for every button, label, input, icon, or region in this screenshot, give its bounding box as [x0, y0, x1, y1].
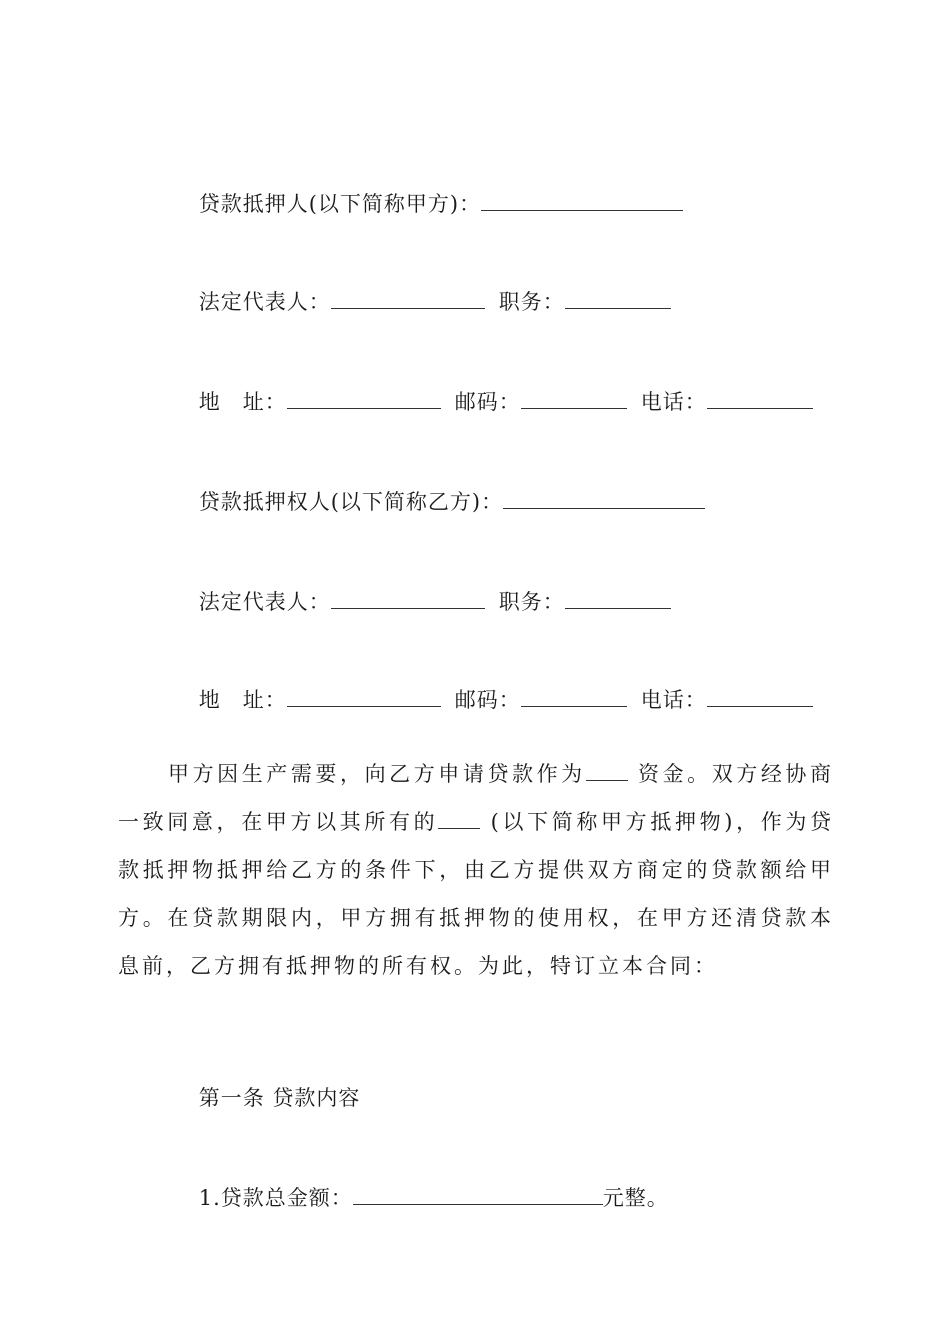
intro-paragraph: [118, 750, 834, 990]
party-b-postcode-blank[interactable]: [521, 688, 627, 707]
party-a-postcode-blank[interactable]: [521, 390, 627, 409]
party-a-name-blank[interactable]: [481, 192, 683, 211]
party-a-rep-label: 法定代表人：: [198, 290, 331, 314]
party-b-name-blank[interactable]: [503, 490, 705, 509]
party-b-phone-label: 电话：: [640, 688, 707, 712]
party-a-phone-label: 电话：: [640, 390, 707, 414]
party-a-rep-blank[interactable]: [331, 290, 485, 309]
intro-part2: 资金。双方经协商一致同意，在甲方以其所有的: [118, 762, 834, 834]
loan-amount-suffix: 元整。: [602, 1186, 669, 1210]
party-b-address-line: [168, 664, 813, 736]
party-b-rep-label: 法定代表人：: [198, 590, 331, 614]
intro-part3: (以下简称甲方抵押物)，作为贷款抵押物抵押给乙方的条件下，由乙方提供双方商定的贷款额给甲方。在贷款期限内，甲方拥有抵押物的使用权，在甲方还清贷款本息前，乙方拥有抵押物的所有权。为此，特订立本合同：: [118, 810, 834, 978]
fund-purpose-blank[interactable]: [586, 762, 628, 781]
loan-amount-blank[interactable]: [353, 1186, 603, 1205]
party-b-position-label: 职务：: [498, 590, 565, 614]
party-b-address-blank[interactable]: [287, 688, 441, 707]
article-1-heading-text: 第一条 贷款内容: [198, 1086, 361, 1110]
party-b-title: 贷款抵押权人(以下简称乙方)：: [198, 490, 504, 514]
party-b-rep-blank[interactable]: [331, 590, 485, 609]
party-a-phone-blank[interactable]: [707, 390, 813, 409]
article-1-heading: [168, 1062, 360, 1134]
party-b-address-label: 地 址：: [198, 688, 287, 712]
party-a-postcode-label: 邮码：: [454, 390, 521, 414]
party-b-phone-blank[interactable]: [707, 688, 813, 707]
party-b-postcode-label: 邮码：: [454, 688, 521, 712]
intro-part1: 甲方因生产需要，向乙方申请贷款作为: [168, 762, 586, 786]
party-a-address-label: 地 址：: [198, 390, 287, 414]
party-b-rep-line: [168, 566, 671, 638]
party-a-title-line: [168, 168, 683, 240]
party-a-position-label: 职务：: [498, 290, 565, 314]
party-a-title: 贷款抵押人(以下简称甲方)：: [198, 192, 482, 216]
party-a-address-line: [168, 366, 813, 438]
party-b-title-line: [168, 466, 705, 538]
loan-amount-line: [168, 1162, 669, 1234]
loan-amount-label: 1.贷款总金额：: [198, 1186, 353, 1210]
party-b-position-blank[interactable]: [565, 590, 671, 609]
party-a-address-blank[interactable]: [287, 390, 441, 409]
party-a-rep-line: [168, 266, 671, 338]
collateral-blank[interactable]: [438, 810, 480, 829]
party-a-position-blank[interactable]: [565, 290, 671, 309]
